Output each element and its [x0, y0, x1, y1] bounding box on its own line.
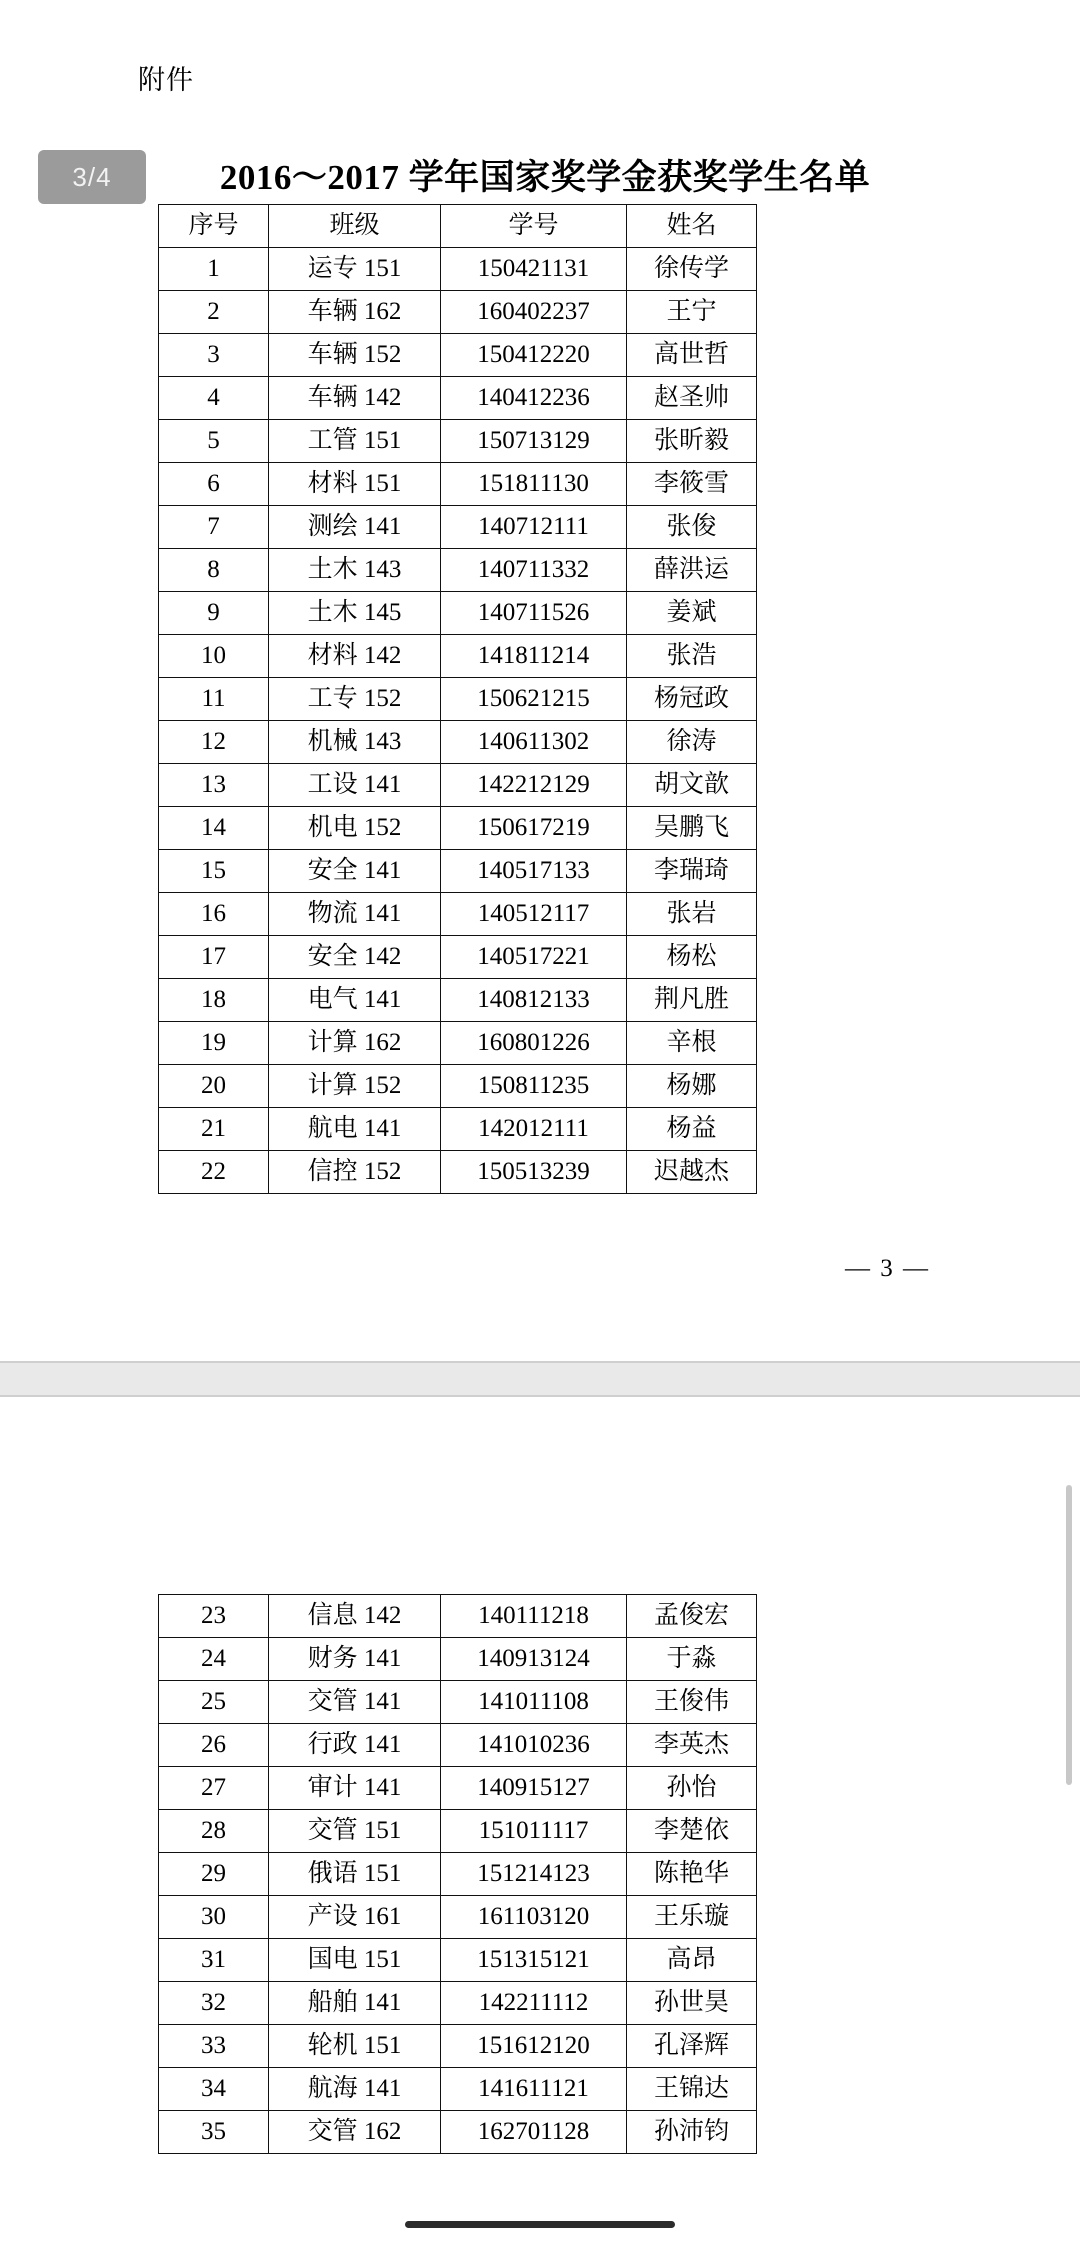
- document-page-2: [0, 1397, 1080, 2242]
- cell-student-id: 150513239: [441, 1151, 627, 1194]
- table-row: [159, 1681, 757, 1724]
- cell-no: 17: [159, 936, 269, 979]
- cell-name: 迟越杰: [627, 1151, 757, 1194]
- cell-name: 李英杰: [627, 1724, 757, 1767]
- cell-class: 测绘 141: [269, 506, 441, 549]
- column-header-class: 班级: [269, 205, 441, 248]
- cell-class: 土木 145: [269, 592, 441, 635]
- cell-name: 荆凡胜: [627, 979, 757, 1022]
- cell-student-id: 151315121: [441, 1939, 627, 1982]
- cell-class: 土木 143: [269, 549, 441, 592]
- cell-name: 张浩: [627, 635, 757, 678]
- page-separator: [0, 1363, 1080, 1397]
- cell-name: 孙怡: [627, 1767, 757, 1810]
- cell-class: 航海 141: [269, 2068, 441, 2111]
- cell-class: 安全 141: [269, 850, 441, 893]
- cell-no: 5: [159, 420, 269, 463]
- cell-no: 20: [159, 1065, 269, 1108]
- home-indicator: [405, 2221, 675, 2228]
- table-body-page-2: [159, 1595, 757, 2154]
- cell-class: 轮机 151: [269, 2025, 441, 2068]
- cell-no: 24: [159, 1638, 269, 1681]
- cell-student-id: 140111218: [441, 1595, 627, 1638]
- cell-no: 8: [159, 549, 269, 592]
- table-row: [159, 334, 757, 377]
- cell-student-id: 140711526: [441, 592, 627, 635]
- cell-student-id: 142212129: [441, 764, 627, 807]
- table-row: [159, 1810, 757, 1853]
- cell-name: 姜斌: [627, 592, 757, 635]
- table-row: [159, 1151, 757, 1194]
- cell-class: 机械 143: [269, 721, 441, 764]
- cell-name: 李瑞琦: [627, 850, 757, 893]
- table-row: [159, 2068, 757, 2111]
- cell-no: 33: [159, 2025, 269, 2068]
- cell-name: 孙世昊: [627, 1982, 757, 2025]
- table-row: [159, 291, 757, 334]
- cell-student-id: 151811130: [441, 463, 627, 506]
- cell-no: 11: [159, 678, 269, 721]
- cell-class: 计算 152: [269, 1065, 441, 1108]
- footer-page-number: — 3 —: [845, 1255, 930, 1282]
- cell-class: 航电 141: [269, 1108, 441, 1151]
- cell-no: 35: [159, 2111, 269, 2154]
- cell-no: 22: [159, 1151, 269, 1194]
- table-row: [159, 1724, 757, 1767]
- table-row: [159, 1853, 757, 1896]
- column-header-id: 学号: [441, 205, 627, 248]
- cell-class: 材料 142: [269, 635, 441, 678]
- cell-name: 于淼: [627, 1638, 757, 1681]
- cell-name: 孟俊宏: [627, 1595, 757, 1638]
- cell-name: 吴鹏飞: [627, 807, 757, 850]
- table-row: [159, 893, 757, 936]
- cell-student-id: 140915127: [441, 1767, 627, 1810]
- table-row: [159, 549, 757, 592]
- cell-name: 张岩: [627, 893, 757, 936]
- table-row: [159, 850, 757, 893]
- cell-student-id: 140517133: [441, 850, 627, 893]
- cell-no: 12: [159, 721, 269, 764]
- cell-name: 王乐璇: [627, 1896, 757, 1939]
- cell-name: 胡文歆: [627, 764, 757, 807]
- cell-no: 4: [159, 377, 269, 420]
- cell-no: 29: [159, 1853, 269, 1896]
- cell-class: 车辆 152: [269, 334, 441, 377]
- table-row: [159, 1108, 757, 1151]
- cell-class: 计算 162: [269, 1022, 441, 1065]
- cell-no: 18: [159, 979, 269, 1022]
- table-row: [159, 721, 757, 764]
- cell-name: 王锦达: [627, 2068, 757, 2111]
- cell-student-id: 160801226: [441, 1022, 627, 1065]
- cell-student-id: 140913124: [441, 1638, 627, 1681]
- cell-no: 19: [159, 1022, 269, 1065]
- cell-no: 15: [159, 850, 269, 893]
- attachment-label: 附件: [138, 65, 194, 95]
- cell-no: 30: [159, 1896, 269, 1939]
- table-row: [159, 1767, 757, 1810]
- cell-name: 陈艳华: [627, 1853, 757, 1896]
- table-row: [159, 678, 757, 721]
- cell-class: 机电 152: [269, 807, 441, 850]
- page-indicator-badge: 3/4: [38, 150, 146, 204]
- cell-name: 杨松: [627, 936, 757, 979]
- cell-student-id: 141611121: [441, 2068, 627, 2111]
- table-row: [159, 377, 757, 420]
- cell-name: 薛洪运: [627, 549, 757, 592]
- cell-name: 高昂: [627, 1939, 757, 1982]
- cell-student-id: 140812133: [441, 979, 627, 1022]
- cell-student-id: 150621215: [441, 678, 627, 721]
- cell-name: 辛根: [627, 1022, 757, 1065]
- cell-student-id: 151214123: [441, 1853, 627, 1896]
- cell-no: 13: [159, 764, 269, 807]
- cell-student-id: 150617219: [441, 807, 627, 850]
- table-row: [159, 1065, 757, 1108]
- cell-class: 物流 141: [269, 893, 441, 936]
- cell-class: 信息 142: [269, 1595, 441, 1638]
- cell-class: 交管 162: [269, 2111, 441, 2154]
- cell-no: 9: [159, 592, 269, 635]
- scholarship-table-page-1: [158, 204, 757, 1194]
- table-row: [159, 2111, 757, 2154]
- cell-student-id: 142012111: [441, 1108, 627, 1151]
- table-row: [159, 764, 757, 807]
- table-row: [159, 1022, 757, 1065]
- cell-name: 王俊伟: [627, 1681, 757, 1724]
- table-row: [159, 1982, 757, 2025]
- table-row: [159, 2025, 757, 2068]
- table-row: [159, 1638, 757, 1681]
- cell-no: 14: [159, 807, 269, 850]
- cell-no: 26: [159, 1724, 269, 1767]
- cell-student-id: 140517221: [441, 936, 627, 979]
- cell-class: 财务 141: [269, 1638, 441, 1681]
- table-row: [159, 506, 757, 549]
- cell-name: 王宁: [627, 291, 757, 334]
- cell-student-id: 140412236: [441, 377, 627, 420]
- cell-no: 7: [159, 506, 269, 549]
- cell-student-id: 140512117: [441, 893, 627, 936]
- cell-class: 工设 141: [269, 764, 441, 807]
- cell-class: 船舶 141: [269, 1982, 441, 2025]
- cell-name: 徐传学: [627, 248, 757, 291]
- cell-no: 3: [159, 334, 269, 377]
- cell-name: 张昕毅: [627, 420, 757, 463]
- cell-name: 杨娜: [627, 1065, 757, 1108]
- cell-no: 25: [159, 1681, 269, 1724]
- cell-class: 工专 152: [269, 678, 441, 721]
- vertical-scrollbar[interactable]: [1066, 1485, 1072, 1785]
- cell-class: 国电 151: [269, 1939, 441, 1982]
- cell-name: 赵圣帅: [627, 377, 757, 420]
- cell-class: 交管 141: [269, 1681, 441, 1724]
- cell-student-id: 151612120: [441, 2025, 627, 2068]
- cell-student-id: 162701128: [441, 2111, 627, 2154]
- cell-no: 10: [159, 635, 269, 678]
- scholarship-table-page-2: [158, 1594, 757, 2154]
- cell-no: 34: [159, 2068, 269, 2111]
- cell-name: 孔泽辉: [627, 2025, 757, 2068]
- cell-class: 信控 152: [269, 1151, 441, 1194]
- table-row: [159, 936, 757, 979]
- cell-class: 材料 151: [269, 463, 441, 506]
- table-row: [159, 1595, 757, 1638]
- cell-student-id: 151011117: [441, 1810, 627, 1853]
- page-title: 2016～2017 学年国家奖学金获奖学生名单: [219, 158, 871, 197]
- cell-student-id: 141011108: [441, 1681, 627, 1724]
- table-row: [159, 1896, 757, 1939]
- cell-student-id: 150421131: [441, 248, 627, 291]
- table-row: [159, 248, 757, 291]
- cell-class: 交管 151: [269, 1810, 441, 1853]
- cell-no: 21: [159, 1108, 269, 1151]
- cell-student-id: 140711332: [441, 549, 627, 592]
- cell-no: 6: [159, 463, 269, 506]
- table-body-page-1: [159, 248, 757, 1194]
- cell-student-id: 141811214: [441, 635, 627, 678]
- cell-name: 杨冠政: [627, 678, 757, 721]
- cell-class: 产设 161: [269, 1896, 441, 1939]
- column-header-no: 序号: [159, 205, 269, 248]
- cell-class: 车辆 142: [269, 377, 441, 420]
- cell-name: 李筱雪: [627, 463, 757, 506]
- cell-name: 高世哲: [627, 334, 757, 377]
- cell-student-id: 142211112: [441, 1982, 627, 2025]
- cell-no: 27: [159, 1767, 269, 1810]
- column-header-name: 姓名: [627, 205, 757, 248]
- cell-name: 杨益: [627, 1108, 757, 1151]
- cell-no: 32: [159, 1982, 269, 2025]
- cell-student-id: 161103120: [441, 1896, 627, 1939]
- cell-student-id: 140712111: [441, 506, 627, 549]
- cell-class: 运专 151: [269, 248, 441, 291]
- cell-no: 23: [159, 1595, 269, 1638]
- cell-student-id: 160402237: [441, 291, 627, 334]
- cell-class: 俄语 151: [269, 1853, 441, 1896]
- table-row: [159, 1939, 757, 1982]
- cell-student-id: 150412220: [441, 334, 627, 377]
- cell-class: 电气 141: [269, 979, 441, 1022]
- cell-no: 1: [159, 248, 269, 291]
- cell-class: 车辆 162: [269, 291, 441, 334]
- table-row: [159, 463, 757, 506]
- cell-student-id: 150713129: [441, 420, 627, 463]
- cell-class: 审计 141: [269, 1767, 441, 1810]
- cell-class: 行政 141: [269, 1724, 441, 1767]
- cell-student-id: 150811235: [441, 1065, 627, 1108]
- table-row: [159, 807, 757, 850]
- cell-name: 李楚依: [627, 1810, 757, 1853]
- cell-no: 2: [159, 291, 269, 334]
- cell-name: 张俊: [627, 506, 757, 549]
- cell-student-id: 140611302: [441, 721, 627, 764]
- cell-name: 孙沛钧: [627, 2111, 757, 2154]
- table-row: [159, 420, 757, 463]
- table-header-row: [159, 205, 757, 248]
- cell-no: 28: [159, 1810, 269, 1853]
- cell-class: 工管 151: [269, 420, 441, 463]
- table-row: [159, 635, 757, 678]
- cell-class: 安全 142: [269, 936, 441, 979]
- cell-no: 16: [159, 893, 269, 936]
- table-row: [159, 592, 757, 635]
- table-row: [159, 979, 757, 1022]
- cell-name: 徐涛: [627, 721, 757, 764]
- cell-student-id: 141010236: [441, 1724, 627, 1767]
- cell-no: 31: [159, 1939, 269, 1982]
